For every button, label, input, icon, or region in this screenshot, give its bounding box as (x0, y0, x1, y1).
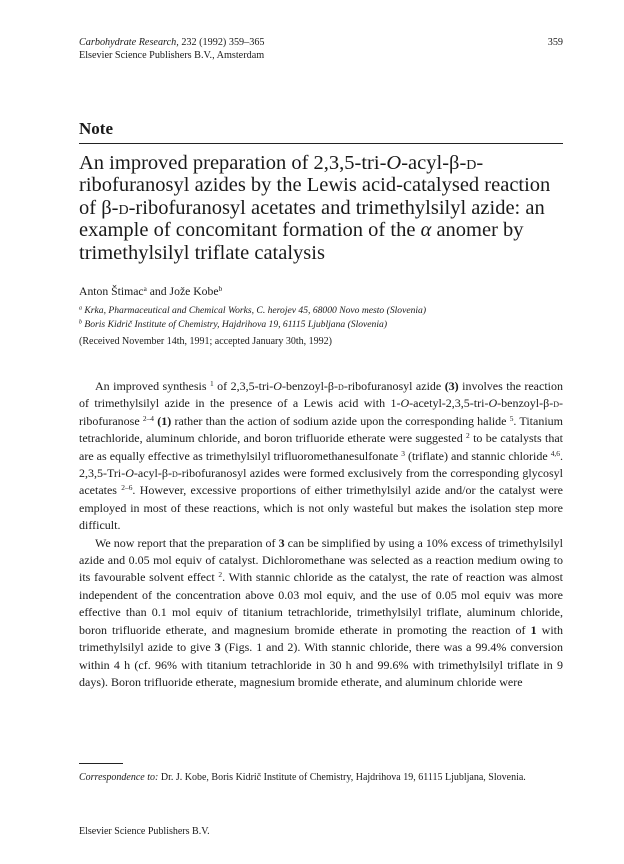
journal-header (79, 36, 563, 62)
journal-name: Carbohydrate Research, (79, 37, 179, 48)
affiliation-b: $^b$ Boris Kidrič Institute of Chemistry, Hajdrihova 19, 61115 Ljubljana (Slovenia) (79, 319, 388, 330)
author-name: Anton Štimac (79, 285, 144, 298)
section-rule (79, 143, 563, 144)
section-label: Note (79, 119, 113, 138)
reference-marker: 3 (401, 448, 405, 458)
reference-marker: 2 (218, 570, 223, 580)
article-body (79, 378, 563, 691)
journal-citation: 232 (1992) 359–365 (181, 37, 265, 48)
reference-marker: 2–4 (142, 413, 155, 423)
journal-publisher: Elsevier Science Publishers B.V., Amsterdam (79, 50, 265, 61)
reference-marker: 4,6 (550, 448, 560, 458)
affiliation-a: $^a$ Krka, Pharmaceutical and Chemical Works, C. herojev 45, 68000 Novo mesto (Slovenia) (79, 305, 427, 316)
reference-marker: 2–6 (121, 483, 133, 493)
journal-citation-line (79, 36, 563, 49)
footnote-rule (79, 763, 123, 764)
correspondence-footnote: Correspondence to: Dr. J. Kobe, Boris Kidrič Institute of Chemistry, Hajdrihova 19, 61115 Ljubljana, Slovenia. (79, 772, 526, 783)
footnote-label: Correspondence to: (79, 772, 159, 783)
body-paragraph: We now report that the preparation of 3 can be simplified by using a 10% excess of trimethylsilyl azide and 0.05 mol equiv of catalyst. Dichloromethane was selected as a reaction medium owing to its favourable solvent effect $^2$. With stannic chloride as the catalyst, the rate of reaction was almost independent of the concentration above 0.03 mol equiv, and the use of 0.05 mol equiv was more effective than 0.1 mol equiv of titanium tetrachloride, trimethylsilyl triflate, aluminum chloride, boron trifluoride etherate, and magnesium bromide etherate in promoting the reaction of 1 with trimethylsilyl azide to give 3 (Figs. 1 and 2). With stannic chloride, there was a 99.4% conversion within 4 h (cf. 96% with titanium tetrachloride in 30 h and 99.6% with trimethylsilyl triflate in 9 days). Boron trifluoride etherate, magnesium bromide etherate, and aluminum chloride were (79, 535, 563, 689)
reference-marker: 1 (210, 378, 214, 388)
reference-marker: 2 (466, 431, 470, 441)
article-title: An improved preparation of 2,3,5-tri-O-acyl-β-d-ribofuranosyl azides by the Lewis acid-catalysed reaction of β-d-ribofuranosyl acetates and trimethylsilyl azide: an example of concomitant formation of the α anomer by trimethylsilyl triflate catalysis (79, 152, 551, 264)
page-footer: Elsevier Science Publishers B.V. (79, 826, 210, 837)
author-list: Anton Štimac$^a$ and Jože Kobe$^b$ (79, 285, 223, 298)
page-number: 359 (547, 37, 563, 48)
author-name: Jože Kobe (169, 285, 219, 298)
received-dates: (Received November 14th, 1991; accepted January 30th, 1992) (79, 336, 332, 347)
body-paragraph: An improved synthesis $^1$ of 2,3,5-tri-O-benzoyl-β-d-ribofuranosyl azide (3) involves the reaction of trimethylsilyl azide in the presence of a Lewis acid with 1-O-acetyl-2,3,5-tri-O-benzoyl-β-d-ribofuranose $^{2-4}$ (1) rather than the action of sodium azide upon the corresponding halide $^5$. Titanium tetrachloride, aluminum chloride, and boron trifluoride etherate were suggested $^2$ to be catalysts that are as equally effective as trimethylsilyl trifluoromethanesulfonate $^3$ (triflate) and stannic chloride $^{4,6}$. 2,3,5-Tri-O-acyl-β-d-ribofuranosyl azides were formed exclusively from the corresponding glycosyl acetates $^{2-6}$. However, excessive proportions of either trimethylsilyl azide and/or the catalyst were employed in most of these reactions, which is not only wasteful but makes the isolation step more difficult. (79, 378, 563, 533)
reference-marker: 5 (509, 413, 514, 423)
